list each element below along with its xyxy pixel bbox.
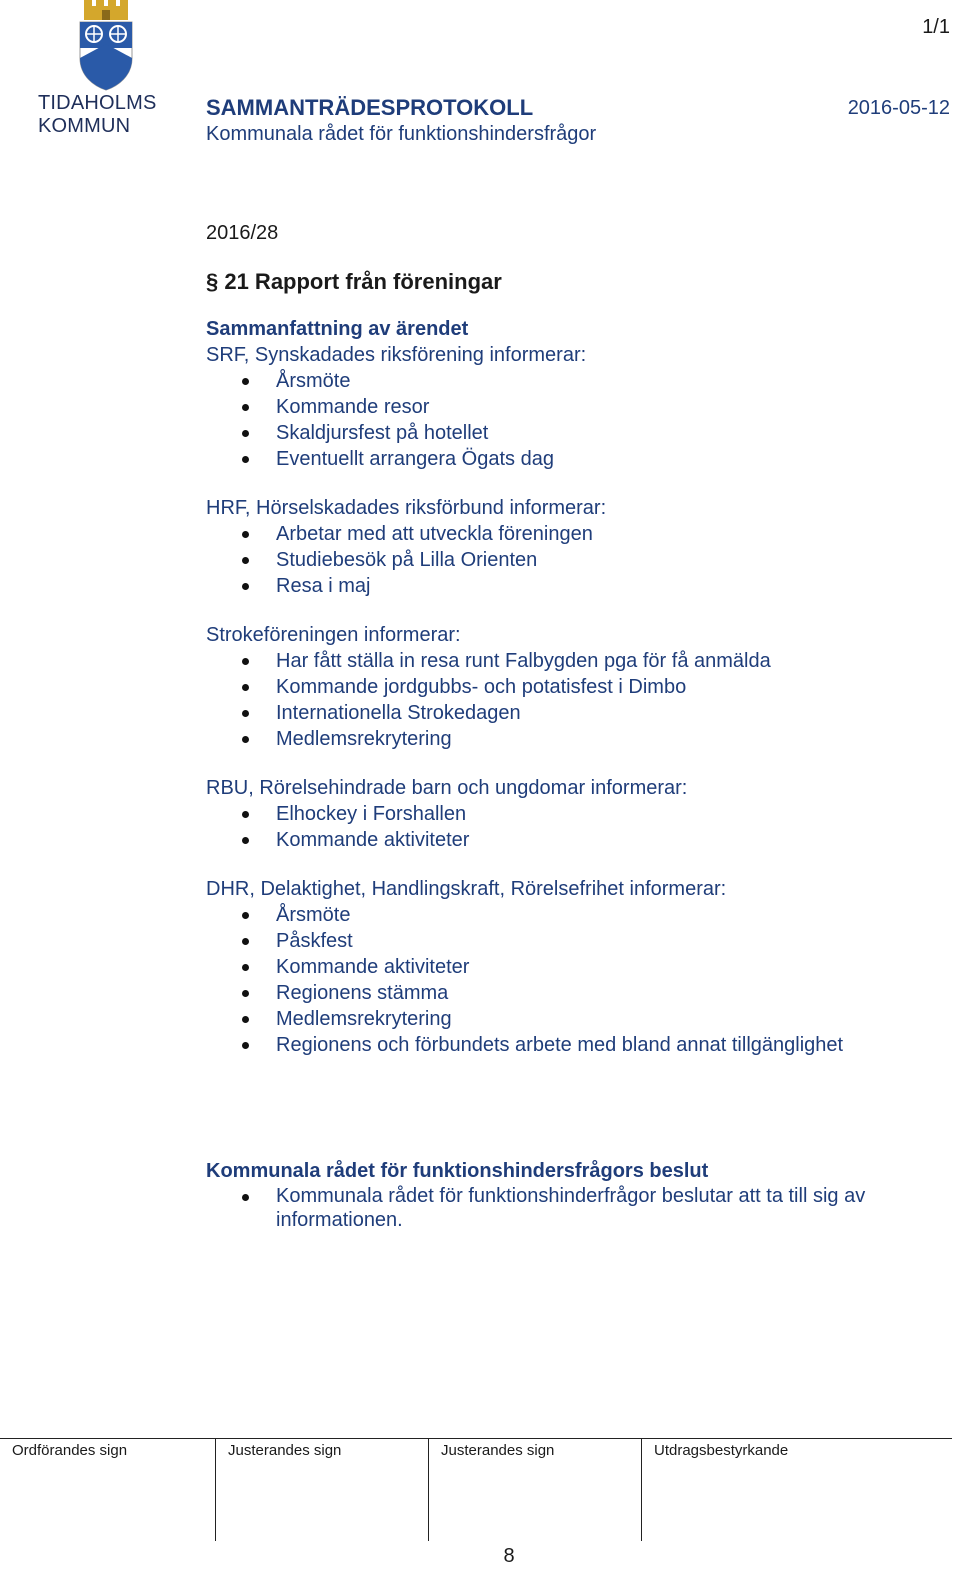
decision-list [206, 1184, 926, 1232]
list-item [206, 1032, 926, 1058]
list-item [206, 1006, 926, 1032]
list-item [206, 648, 926, 674]
bullet-icon [242, 938, 249, 945]
list-item [206, 394, 926, 420]
bullet-icon [242, 456, 249, 463]
list-item-text: Medlemsrekrytering [276, 728, 452, 750]
bullet-icon [242, 964, 249, 971]
list-item [206, 521, 926, 547]
list-item [206, 980, 926, 1006]
summary-group [206, 495, 926, 599]
case-number: 2016/28 [206, 222, 279, 244]
logo-line-2: KOMMUN [38, 115, 131, 137]
list-item-text: Eventuellt arrangera Ögats dag [276, 448, 554, 470]
bullet-list [206, 648, 926, 752]
page-indicator: 1/1 [922, 16, 950, 38]
bullet-list [206, 902, 926, 1058]
list-item [206, 700, 926, 726]
list-item-text: Har fått ställa in resa runt Falbygden pga för få anmälda [276, 650, 771, 672]
bullet-icon [242, 990, 249, 997]
list-item [206, 547, 926, 573]
list-item-text: Kommande jordgubbs- och potatisfest i Dimbo [276, 676, 687, 698]
group-title: Strokeföreningen informerar: [206, 624, 461, 646]
bullet-icon [242, 378, 249, 385]
signature-table [0, 1438, 952, 1541]
bullet-icon [242, 684, 249, 691]
summary-groups [206, 342, 926, 1058]
signature-label: Ordförandes sign [12, 1442, 128, 1459]
list-item-text: Årsmöte [276, 370, 351, 392]
summary-heading: Sammanfattning av ärendet [206, 318, 469, 340]
signature-label: Justerandes sign [228, 1442, 342, 1459]
signature-label: Utdragsbestyrkande [654, 1442, 789, 1459]
list-item [206, 827, 926, 853]
list-item-text: Påskfest [276, 930, 353, 952]
list-item-text: Studiebesök på Lilla Orienten [276, 549, 538, 571]
list-item-text: Arbetar med att utveckla föreningen [276, 523, 593, 545]
list-item [206, 368, 926, 394]
list-item [206, 902, 926, 928]
list-item [206, 801, 926, 827]
bullet-icon [242, 583, 249, 590]
document-title: SAMMANTRÄDESPROTOKOLL [206, 95, 534, 120]
logo-text [38, 92, 178, 138]
list-item-text: Internationella Strokedagen [276, 702, 521, 724]
bullet-icon [242, 912, 249, 919]
signature-label: Justerandes sign [441, 1442, 555, 1459]
document-body [206, 220, 926, 1232]
signature-cell-adjuster-2 [429, 1439, 642, 1541]
bullet-icon [242, 557, 249, 564]
signature-cell-certification [642, 1439, 952, 1541]
list-item [206, 420, 926, 446]
decision-section [206, 1158, 926, 1232]
list-item-text: Årsmöte [276, 904, 351, 926]
summary-group [206, 876, 926, 1058]
list-item [206, 674, 926, 700]
bullet-icon [242, 1194, 249, 1201]
list-item-text: Kommande aktiviteter [276, 829, 470, 851]
group-title: SRF, Synskadades riksförening informerar: [206, 344, 587, 366]
decision-item [206, 1184, 926, 1232]
list-item [206, 928, 926, 954]
group-title: HRF, Hörselskadades riksförbund informerar: [206, 497, 607, 519]
list-item [206, 954, 926, 980]
item-title: § 21 Rapport från föreningar [206, 269, 502, 294]
bullet-icon [242, 837, 249, 844]
bullet-icon [242, 710, 249, 717]
summary-group [206, 775, 926, 853]
summary-group [206, 622, 926, 752]
list-item-text: Regionens stämma [276, 982, 449, 1004]
bullet-icon [242, 430, 249, 437]
decision-item-text: Kommunala rådet för funktionshinderfrågor beslutar att ta till sig av informationen. [276, 1185, 866, 1231]
decision-heading: Kommunala rådet för funktionshindersfrågors beslut [206, 1160, 709, 1182]
group-title: RBU, Rörelsehindrade barn och ungdomar informerar: [206, 777, 688, 799]
bullet-icon [242, 736, 249, 743]
municipality-logo [38, 0, 178, 150]
bullet-icon [242, 531, 249, 538]
list-item-text: Resa i maj [276, 575, 371, 597]
bullet-icon [242, 1042, 249, 1049]
list-item [206, 446, 926, 472]
list-item-text: Elhockey i Forshallen [276, 803, 467, 825]
list-item-text: Medlemsrekrytering [276, 1008, 452, 1030]
bullet-icon [242, 1016, 249, 1023]
list-item-text: Kommande resor [276, 396, 430, 418]
group-title: DHR, Delaktighet, Handlingskraft, Rörelsefrihet informerar: [206, 878, 727, 900]
logo-line-1: TIDAHOLMS [38, 92, 157, 114]
signature-cell-adjuster-1 [216, 1439, 429, 1541]
bullet-list [206, 368, 926, 472]
list-item-text: Skaldjursfest på hotellet [276, 422, 489, 444]
list-item [206, 573, 926, 599]
document-subtitle: Kommunala rådet för funktionshindersfrågor [206, 123, 597, 145]
summary-group [206, 342, 926, 472]
bullet-list [206, 521, 926, 599]
bullet-list [206, 801, 926, 853]
document-date: 2016-05-12 [847, 97, 950, 119]
signature-cell-chair [0, 1439, 216, 1541]
list-item [206, 726, 926, 752]
list-item-text: Kommande aktiviteter [276, 956, 470, 978]
bullet-icon [242, 811, 249, 818]
list-item-text: Regionens och förbundets arbete med bland annat tillgänglighet [276, 1034, 844, 1056]
bullet-icon [242, 404, 249, 411]
bullet-icon [242, 658, 249, 665]
coat-of-arms-icon [76, 0, 136, 92]
page-number: 8 [503, 1545, 515, 1567]
